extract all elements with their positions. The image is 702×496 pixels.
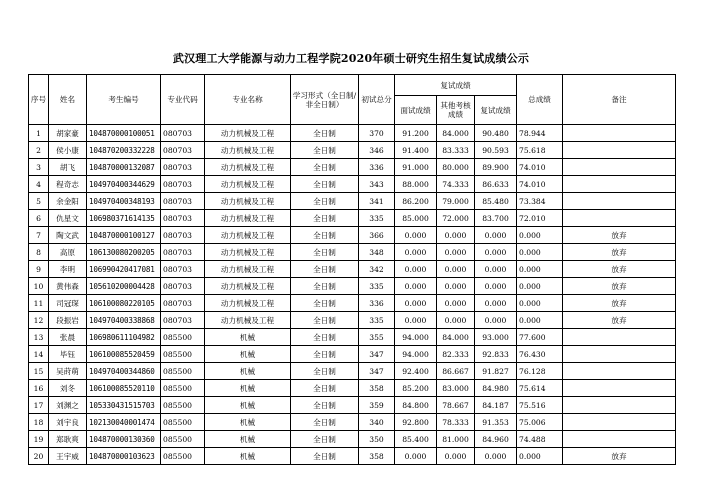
cell-major: 机械	[205, 329, 291, 346]
cell-remark	[563, 380, 676, 397]
header-remark: 备注	[563, 75, 676, 125]
cell-exam-no: 106980371614135	[87, 210, 161, 227]
cell-major-code: 085500	[161, 380, 205, 397]
cell-total: 74.010	[517, 159, 563, 176]
cell-remark: 放弃	[563, 448, 676, 465]
cell-retest: 84.960	[475, 431, 517, 448]
cell-major-code: 080703	[161, 193, 205, 210]
cell-retest: 89.900	[475, 159, 517, 176]
cell-initial-total: 366	[359, 227, 395, 244]
cell-study-mode: 全日制	[291, 346, 359, 363]
table-row	[29, 227, 676, 244]
cell-seq: 18	[29, 414, 49, 431]
cell-major-code: 080703	[161, 227, 205, 244]
cell-interview: 94.000	[395, 329, 437, 346]
table-row	[29, 397, 676, 414]
cell-seq: 17	[29, 397, 49, 414]
table-row	[29, 380, 676, 397]
cell-total: 75.618	[517, 142, 563, 159]
cell-initial-total: 348	[359, 244, 395, 261]
cell-retest: 92.833	[475, 346, 517, 363]
header-retest: 复试成绩	[475, 96, 517, 125]
cell-name: 胡家豪	[49, 125, 87, 142]
cell-total: 72.010	[517, 210, 563, 227]
cell-seq: 7	[29, 227, 49, 244]
cell-major-code: 080703	[161, 295, 205, 312]
table-row	[29, 176, 676, 193]
cell-major: 机械	[205, 431, 291, 448]
cell-major: 动力机械及工程	[205, 193, 291, 210]
header-total: 总成绩	[517, 75, 563, 125]
cell-retest: 93.000	[475, 329, 517, 346]
cell-total: 0.000	[517, 244, 563, 261]
cell-major-code: 080703	[161, 244, 205, 261]
cell-interview: 91.200	[395, 125, 437, 142]
cell-retest: 84.187	[475, 397, 517, 414]
cell-total: 78.944	[517, 125, 563, 142]
cell-interview: 0.000	[395, 261, 437, 278]
header-retest-group: 复试成绩	[395, 75, 517, 96]
cell-retest: 0.000	[475, 295, 517, 312]
cell-initial-total: 341	[359, 193, 395, 210]
cell-major-code: 085500	[161, 431, 205, 448]
cell-seq: 9	[29, 261, 49, 278]
table-row	[29, 363, 676, 380]
cell-study-mode: 全日制	[291, 397, 359, 414]
cell-major: 动力机械及工程	[205, 295, 291, 312]
cell-total: 0.000	[517, 448, 563, 465]
cell-seq: 16	[29, 380, 49, 397]
cell-name: 胡飞	[49, 159, 87, 176]
cell-remark	[563, 159, 676, 176]
cell-exam-no: 104870000100127	[87, 227, 161, 244]
cell-total: 75.006	[517, 414, 563, 431]
cell-seq: 1	[29, 125, 49, 142]
cell-remark: 放弃	[563, 244, 676, 261]
cell-other: 84.000	[437, 125, 475, 142]
cell-total: 74.010	[517, 176, 563, 193]
cell-other: 0.000	[437, 278, 475, 295]
cell-major: 机械	[205, 346, 291, 363]
table-row	[29, 431, 676, 448]
cell-exam-no: 106100085520110	[87, 380, 161, 397]
cell-study-mode: 全日制	[291, 142, 359, 159]
table-row	[29, 159, 676, 176]
header-name: 姓名	[49, 75, 87, 125]
cell-exam-no: 106100085520459	[87, 346, 161, 363]
cell-interview: 91.400	[395, 142, 437, 159]
cell-seq: 2	[29, 142, 49, 159]
cell-major-code: 080703	[161, 176, 205, 193]
cell-exam-no: 106130080200205	[87, 244, 161, 261]
cell-name: 张晨	[49, 329, 87, 346]
cell-exam-no: 106980611104982	[87, 329, 161, 346]
cell-seq: 14	[29, 346, 49, 363]
cell-total: 0.000	[517, 261, 563, 278]
results-table	[28, 74, 676, 465]
cell-study-mode: 全日制	[291, 193, 359, 210]
cell-remark	[563, 176, 676, 193]
cell-name: 李明	[49, 261, 87, 278]
cell-name: 侯小康	[49, 142, 87, 159]
header-major-name: 专业名称	[205, 75, 291, 125]
cell-name: 余金阳	[49, 193, 87, 210]
cell-seq: 6	[29, 210, 49, 227]
cell-total: 75.614	[517, 380, 563, 397]
cell-retest: 84.980	[475, 380, 517, 397]
cell-initial-total: 336	[359, 295, 395, 312]
table-row	[29, 329, 676, 346]
cell-interview: 91.000	[395, 159, 437, 176]
cell-other: 83.333	[437, 142, 475, 159]
cell-major: 动力机械及工程	[205, 227, 291, 244]
cell-study-mode: 全日制	[291, 125, 359, 142]
cell-major: 动力机械及工程	[205, 244, 291, 261]
cell-study-mode: 全日制	[291, 159, 359, 176]
cell-study-mode: 全日制	[291, 295, 359, 312]
cell-interview: 85.200	[395, 380, 437, 397]
cell-other: 74.333	[437, 176, 475, 193]
cell-major-code: 085500	[161, 397, 205, 414]
cell-exam-no: 104870200332228	[87, 142, 161, 159]
cell-seq: 10	[29, 278, 49, 295]
cell-other: 0.000	[437, 448, 475, 465]
cell-initial-total: 335	[359, 210, 395, 227]
cell-major-code: 080703	[161, 210, 205, 227]
cell-seq: 12	[29, 312, 49, 329]
cell-other: 78.333	[437, 414, 475, 431]
cell-total: 73.384	[517, 193, 563, 210]
cell-remark	[563, 397, 676, 414]
cell-major-code: 085500	[161, 346, 205, 363]
cell-name: 毕钰	[49, 346, 87, 363]
cell-study-mode: 全日制	[291, 210, 359, 227]
cell-remark	[563, 125, 676, 142]
cell-major: 机械	[205, 380, 291, 397]
cell-initial-total: 358	[359, 448, 395, 465]
header-exam-no: 考生编号	[87, 75, 161, 125]
header-major-code: 专业代码	[161, 75, 205, 125]
cell-exam-no: 104870000103623	[87, 448, 161, 465]
cell-name: 高原	[49, 244, 87, 261]
cell-study-mode: 全日制	[291, 261, 359, 278]
table-row	[29, 448, 676, 465]
cell-remark: 放弃	[563, 227, 676, 244]
cell-initial-total: 350	[359, 431, 395, 448]
cell-interview: 0.000	[395, 312, 437, 329]
cell-major-code: 080703	[161, 278, 205, 295]
cell-name: 仇星文	[49, 210, 87, 227]
cell-exam-no: 104970400344860	[87, 363, 161, 380]
cell-major: 动力机械及工程	[205, 142, 291, 159]
cell-interview: 0.000	[395, 227, 437, 244]
cell-seq: 15	[29, 363, 49, 380]
cell-study-mode: 全日制	[291, 380, 359, 397]
cell-remark	[563, 210, 676, 227]
header-interview: 面试成绩	[395, 96, 437, 125]
table-row	[29, 278, 676, 295]
cell-retest: 86.633	[475, 176, 517, 193]
cell-initial-total: 347	[359, 363, 395, 380]
cell-major: 动力机械及工程	[205, 125, 291, 142]
cell-interview: 88.000	[395, 176, 437, 193]
cell-interview: 86.200	[395, 193, 437, 210]
cell-name: 刘宇良	[49, 414, 87, 431]
header-study-mode: 学习形式（全日制/非全日制）	[291, 75, 359, 125]
cell-major: 动力机械及工程	[205, 159, 291, 176]
cell-seq: 13	[29, 329, 49, 346]
cell-exam-no: 105330431515703	[87, 397, 161, 414]
cell-other: 86.667	[437, 363, 475, 380]
cell-other: 79.000	[437, 193, 475, 210]
cell-study-mode: 全日制	[291, 278, 359, 295]
cell-exam-no: 106990420417081	[87, 261, 161, 278]
table-row	[29, 295, 676, 312]
cell-major: 机械	[205, 448, 291, 465]
cell-major-code: 085500	[161, 414, 205, 431]
cell-remark	[563, 329, 676, 346]
table-row	[29, 193, 676, 210]
cell-interview: 85.400	[395, 431, 437, 448]
cell-interview: 0.000	[395, 244, 437, 261]
cell-study-mode: 全日制	[291, 448, 359, 465]
cell-interview: 92.400	[395, 363, 437, 380]
cell-study-mode: 全日制	[291, 431, 359, 448]
cell-study-mode: 全日制	[291, 329, 359, 346]
table-row	[29, 125, 676, 142]
cell-interview: 85.000	[395, 210, 437, 227]
cell-name: 程奇志	[49, 176, 87, 193]
cell-other: 80.000	[437, 159, 475, 176]
cell-retest: 0.000	[475, 448, 517, 465]
cell-retest: 91.827	[475, 363, 517, 380]
cell-other: 0.000	[437, 244, 475, 261]
cell-interview: 94.000	[395, 346, 437, 363]
table-row	[29, 414, 676, 431]
cell-major: 动力机械及工程	[205, 261, 291, 278]
cell-other: 81.000	[437, 431, 475, 448]
cell-other: 83.000	[437, 380, 475, 397]
cell-seq: 20	[29, 448, 49, 465]
table-row	[29, 346, 676, 363]
cell-other: 78.667	[437, 397, 475, 414]
header-seq: 序号	[29, 75, 49, 125]
cell-remark: 放弃	[563, 295, 676, 312]
cell-major: 机械	[205, 363, 291, 380]
header-initial-total: 初试总分	[359, 75, 395, 125]
cell-retest: 83.700	[475, 210, 517, 227]
cell-other: 0.000	[437, 261, 475, 278]
cell-total: 76.128	[517, 363, 563, 380]
cell-major-code: 080703	[161, 142, 205, 159]
cell-study-mode: 全日制	[291, 244, 359, 261]
cell-remark	[563, 414, 676, 431]
cell-major-code: 085500	[161, 329, 205, 346]
cell-initial-total: 370	[359, 125, 395, 142]
cell-exam-no: 104870000132087	[87, 159, 161, 176]
cell-initial-total: 335	[359, 312, 395, 329]
cell-exam-no: 104870000100051	[87, 125, 161, 142]
cell-name: 陶文武	[49, 227, 87, 244]
cell-exam-no: 104970400344629	[87, 176, 161, 193]
cell-initial-total: 336	[359, 159, 395, 176]
cell-study-mode: 全日制	[291, 312, 359, 329]
cell-total: 75.516	[517, 397, 563, 414]
cell-study-mode: 全日制	[291, 176, 359, 193]
cell-remark	[563, 431, 676, 448]
cell-total: 0.000	[517, 227, 563, 244]
cell-major: 动力机械及工程	[205, 278, 291, 295]
cell-study-mode: 全日制	[291, 414, 359, 431]
cell-major-code: 080703	[161, 125, 205, 142]
header-other: 其他考核成绩	[437, 96, 475, 125]
cell-name: 段振岩	[49, 312, 87, 329]
cell-name: 刘冬	[49, 380, 87, 397]
cell-remark	[563, 142, 676, 159]
cell-seq: 19	[29, 431, 49, 448]
cell-major-code: 080703	[161, 159, 205, 176]
cell-remark	[563, 193, 676, 210]
cell-other: 82.333	[437, 346, 475, 363]
table-row	[29, 210, 676, 227]
cell-study-mode: 全日制	[291, 363, 359, 380]
cell-major-code: 080703	[161, 312, 205, 329]
cell-interview: 0.000	[395, 278, 437, 295]
cell-other: 84.000	[437, 329, 475, 346]
cell-interview: 0.000	[395, 295, 437, 312]
cell-exam-no: 106100080220105	[87, 295, 161, 312]
cell-major-code: 085500	[161, 448, 205, 465]
cell-name: 郑耿爽	[49, 431, 87, 448]
cell-total: 0.000	[517, 312, 563, 329]
table-row	[29, 244, 676, 261]
cell-total: 76.430	[517, 346, 563, 363]
results-body	[29, 125, 676, 465]
cell-remark	[563, 346, 676, 363]
cell-name: 司冠琛	[49, 295, 87, 312]
cell-other: 0.000	[437, 295, 475, 312]
cell-seq: 5	[29, 193, 49, 210]
cell-interview: 0.000	[395, 448, 437, 465]
cell-total: 77.600	[517, 329, 563, 346]
cell-total: 0.000	[517, 278, 563, 295]
cell-initial-total: 343	[359, 176, 395, 193]
cell-initial-total: 335	[359, 278, 395, 295]
cell-major: 机械	[205, 397, 291, 414]
cell-major-code: 080703	[161, 261, 205, 278]
cell-seq: 4	[29, 176, 49, 193]
cell-major-code: 085500	[161, 363, 205, 380]
cell-major: 动力机械及工程	[205, 176, 291, 193]
cell-exam-no: 102130040001474	[87, 414, 161, 431]
cell-exam-no: 104870000130360	[87, 431, 161, 448]
cell-study-mode: 全日制	[291, 227, 359, 244]
table-row	[29, 142, 676, 159]
cell-initial-total: 355	[359, 329, 395, 346]
cell-seq: 8	[29, 244, 49, 261]
cell-initial-total: 346	[359, 142, 395, 159]
cell-initial-total: 347	[359, 346, 395, 363]
cell-seq: 3	[29, 159, 49, 176]
cell-exam-no: 104970400338868	[87, 312, 161, 329]
table-row	[29, 312, 676, 329]
cell-initial-total: 359	[359, 397, 395, 414]
cell-name: 吴莳萌	[49, 363, 87, 380]
cell-retest: 85.480	[475, 193, 517, 210]
cell-retest: 90.593	[475, 142, 517, 159]
cell-other: 0.000	[437, 227, 475, 244]
cell-exam-no: 104970400348193	[87, 193, 161, 210]
cell-retest: 91.353	[475, 414, 517, 431]
cell-remark: 放弃	[563, 278, 676, 295]
cell-retest: 90.480	[475, 125, 517, 142]
cell-major: 机械	[205, 414, 291, 431]
cell-total: 74.488	[517, 431, 563, 448]
table-row	[29, 261, 676, 278]
page-title: 武汉理工大学能源与动力工程学院2020年硕士研究生招生复试成绩公示	[172, 52, 530, 65]
cell-total: 0.000	[517, 295, 563, 312]
cell-remark: 放弃	[563, 261, 676, 278]
cell-initial-total: 358	[359, 380, 395, 397]
cell-name: 王宇威	[49, 448, 87, 465]
cell-name: 刘渊之	[49, 397, 87, 414]
cell-other: 0.000	[437, 312, 475, 329]
cell-initial-total: 340	[359, 414, 395, 431]
cell-retest: 0.000	[475, 261, 517, 278]
cell-major: 动力机械及工程	[205, 210, 291, 227]
cell-other: 72.000	[437, 210, 475, 227]
cell-name: 黄伟森	[49, 278, 87, 295]
cell-retest: 0.000	[475, 312, 517, 329]
cell-retest: 0.000	[475, 227, 517, 244]
cell-initial-total: 342	[359, 261, 395, 278]
cell-major: 动力机械及工程	[205, 312, 291, 329]
cell-retest: 0.000	[475, 278, 517, 295]
cell-seq: 11	[29, 295, 49, 312]
cell-retest: 0.000	[475, 244, 517, 261]
cell-remark	[563, 363, 676, 380]
cell-exam-no: 105610200004428	[87, 278, 161, 295]
cell-interview: 92.800	[395, 414, 437, 431]
cell-interview: 84.800	[395, 397, 437, 414]
cell-remark: 放弃	[563, 312, 676, 329]
